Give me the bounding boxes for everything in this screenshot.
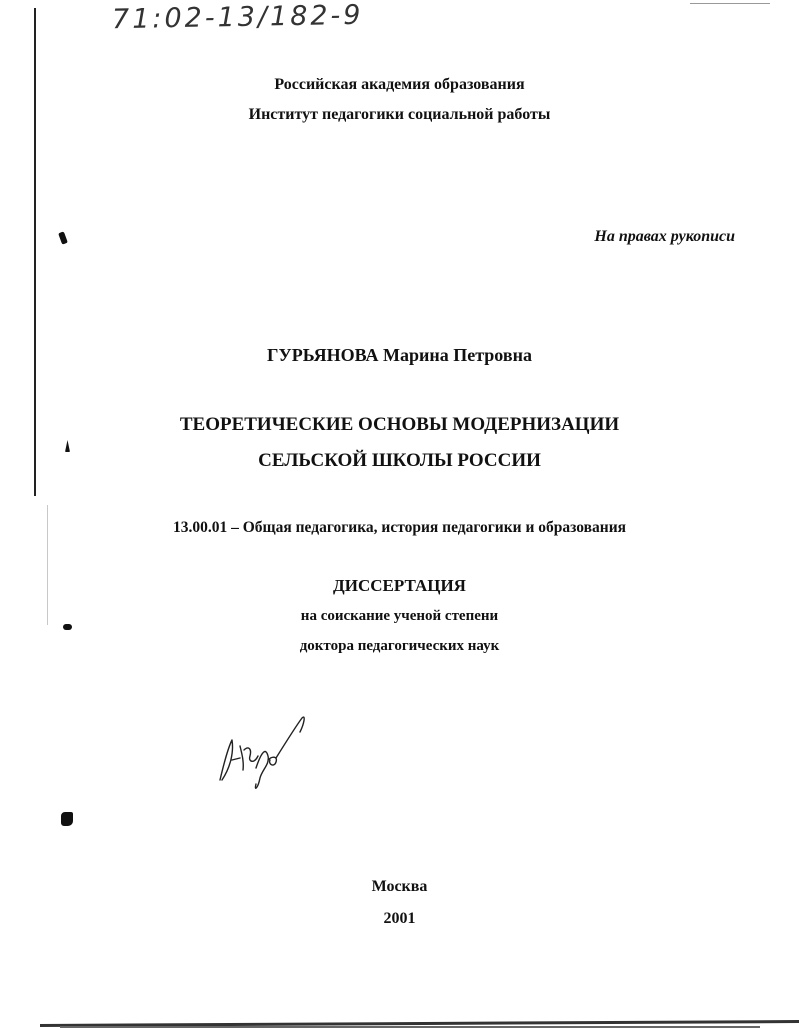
document-type: ДИССЕРТАЦИЯ <box>333 576 466 595</box>
handwritten-catalog-number: 71:02-13/182-9 <box>111 0 364 36</box>
manuscript-rights-note: На правах рукописи <box>594 228 735 245</box>
punch-mark <box>61 812 73 826</box>
degree-line-1: на соискание ученой степени <box>300 608 499 624</box>
handwritten-signature <box>210 708 310 798</box>
punch-mark <box>58 231 68 244</box>
author-name: ГУРЬЯНОВА Марина Петровна <box>267 345 532 365</box>
bottom-edge-line-secondary <box>60 1026 760 1028</box>
organization-name: Российская академия образования <box>274 76 525 93</box>
dissertation-title-line-2: СЕЛЬСКОЙ ШКОЛЫ РОССИИ <box>258 450 541 471</box>
publication-year: 2001 <box>383 910 416 927</box>
dissertation-title-line-1: ТЕОРЕТИЧЕСКИЕ ОСНОВЫ МОДЕРНИЗАЦИИ <box>179 414 620 435</box>
institute-name: Институт педагогики социальной работы <box>248 106 551 123</box>
specialty-code: 13.00.01 – Общая педагогика, история педагогики и образования <box>172 519 627 536</box>
degree-line-2: доктора педагогических наук <box>299 638 500 654</box>
scan-artifact-line <box>690 3 770 4</box>
publication-city: Москва <box>371 878 428 895</box>
